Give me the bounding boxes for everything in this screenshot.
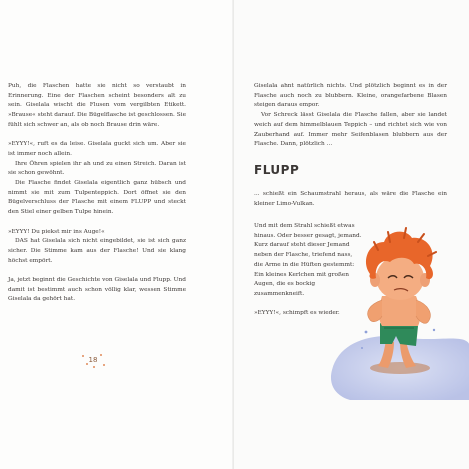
paragraph: ... schießt ein Schaumstrahl heraus, als wäre die Flasche ein kleiner Limo-Vulkan. [254,191,447,207]
page-number [80,352,106,368]
paragraph: »EYYY!«, ruft es da leise. Giselala guckt sich um. Aber sie ist immer noch allein. [8,141,186,157]
paragraph: »EYYY!«, schimpft es wieder. [254,310,340,317]
left-text-column [8,82,186,305]
section-heading: FLUPP [254,163,300,177]
paragraph: Und mit dem Strahl schießt etwas hinaus. Oder besser gesagt, jemand. Kurz darauf steht dieser Jemand neben der Flasche, triefend nass, die Arme in die Hüften gestemmt: Ein kleines Kerlchen mit großen Augen, die es bockig zusammenkneift. [254,223,362,297]
paragraph: Puh, die Flaschen hatte sie nicht so verstaubt in Erinnerung. Eine der Flaschen scheint besonders alt zu sein. Giselala wischt die Flusen vom vergilbten Etikett. »Brause« steht darauf. Die Bügelflasche ist geschlossen. Sie fühlt sich schwer an, als ob noch Brause drin wäre. [8,83,186,128]
paragraph: Die Flasche findet Giselala eigentlich ganz hübsch und nimmt sie mit zum Tulpenteppich. Dort öffnet sie den Bügelverschluss der Flasche mit einem FLUPP und steckt den Stiel einer gelben Tulpe hinein. [8,180,186,216]
paragraph: Vor Schreck lässt Giselala die Flasche fallen, aber sie landet weich auf dem himmelblauen Teppich – und richtet sich wie von Zauberhand auf. Immer mehr Seifenblasen blubbern aus der Flasche. Dann, plötzlich ... [254,112,447,148]
paragraph: DAS hat Giselala sich nicht eingebildet, sie ist sich ganz sicher. Die Stimme kam aus der Flasche! Und sie klang höchst empört. [8,238,186,264]
paragraph: Ja, jetzt beginnt die Geschichte von Giselala und Flupp. Und damit ist bestimmt auch schon völlig klar, wessen Stimme Giselala da gehört hat. [8,277,186,303]
right-text-column-top [254,82,447,150]
paragraph: Giselala ahnt natürlich nichts. Und plötzlich beginnt es in der Flasche auch noch zu blubbern. Kleine, orangefarbene Blasen steigen daraus empor. [254,83,447,109]
right-text-column-mid [254,190,447,209]
paragraph: »EYYY! Du piekst mir ins Auge!« [8,228,105,235]
page-number-label: 18 [88,356,98,364]
left-page [0,0,234,469]
boy-illustration [330,220,469,400]
paragraph: Ihre Öhren spielen ihr ah und zu einen Streich. Daran ist sie schon gewöhnt. [8,160,186,177]
